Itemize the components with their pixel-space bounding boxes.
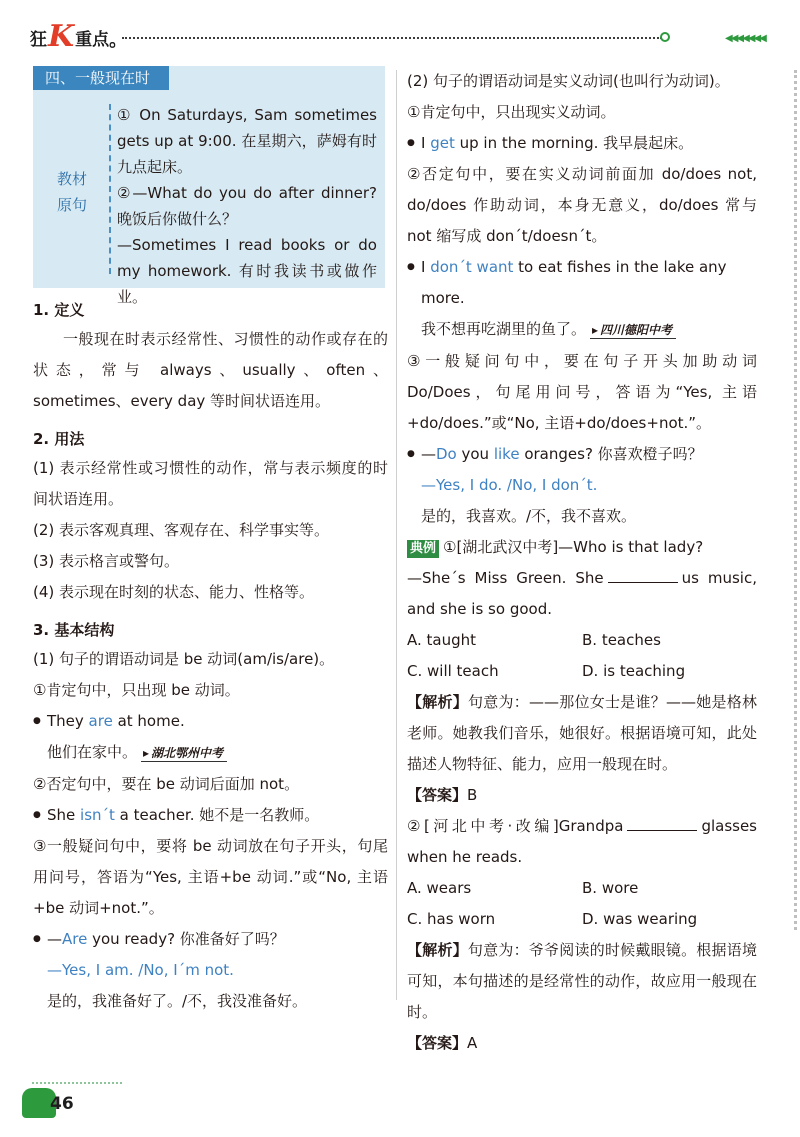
header-circle-icon [660, 32, 670, 42]
structure-text: ②否定句中，要在 be 动词后面加 not。 [33, 775, 300, 793]
example-translation: 是的，我喜欢。/不，我不喜欢。 [421, 507, 637, 525]
highlight-verb: Are [62, 930, 88, 948]
answer-label: 【答案】 [407, 786, 468, 804]
structure-text: ③一般疑问句中，要将 be 动词放在句子开头，句尾用问号，答语为“Yes, 主语+be 动词.”或“No, 主语+be 动词+not.”。 [33, 837, 388, 917]
question-1-line: —She´s Miss Green. She us music, and she is so good. [407, 569, 757, 618]
highlight-verb: like [493, 445, 520, 463]
header-dotted-rule [122, 37, 662, 39]
highlight-verb: are [88, 712, 113, 730]
usage-item: (4) 表示现在时刻的状态、能力、性格等。 [33, 583, 315, 601]
section-title: 四、一般现在时 [33, 66, 169, 90]
question-1-stem: 典例 ①[湖北武汉中考]—Who is that lady? [407, 532, 757, 563]
option: B. teaches [582, 631, 661, 649]
question-2-analysis: 【解析】句意为：爷爷阅读的时候戴眼镜。根据语境可知，本句描述的是经常性的动作，故应用一般现在时。 [407, 941, 757, 1021]
usage-item: (1) 表示经常性或习惯性的动作，常与表示频度的时间状语连用。 [33, 459, 388, 508]
example-sentence: ● I get up in the morning. 我早晨起床。 [407, 128, 757, 159]
question-source: ②[河北中考·改编] [407, 817, 559, 835]
highlight-verb: get [430, 134, 455, 152]
option: C. will teach [407, 662, 499, 680]
option: D. was wearing [582, 910, 698, 928]
exam-source: ▸ 湖北鄂州中考 [141, 746, 227, 762]
box-label [49, 166, 95, 218]
box-sentences [117, 102, 377, 310]
question-1-options [407, 656, 757, 687]
page-footer [14, 1082, 124, 1122]
box-sentence: ① On Saturdays, Sam sometimes gets up at 9:00. 在星期六，萨姆有时九点起床。 [117, 106, 377, 176]
definition-text: 一般现在时表示经常性、习惯性的动作或存在的状态，常与 always、usually、often、sometimes、every day 等时间状语连用。 [33, 330, 388, 410]
page-edge-marks [794, 70, 800, 930]
left-column [33, 66, 388, 1017]
box-sentence: ②—What do you do after dinner? 晚饭后你做什么？ [117, 184, 377, 228]
structure-heading: 3. 基本结构 [33, 621, 115, 639]
box-divider [109, 104, 111, 274]
page-number: 46 [50, 1094, 74, 1114]
brand-k: K [48, 19, 75, 54]
usage-heading: 2. 用法 [33, 430, 85, 448]
definition-heading: 1. 定义 [33, 301, 85, 319]
page-header [0, 0, 800, 62]
example-translation: 我不想再吃湖里的鱼了。▸ 四川德阳中考 [407, 314, 757, 346]
example-sentence: ● She isn´t a teacher. 她不是一名教师。 [33, 800, 388, 831]
example-sentence: ● —Are you ready? 你准备好了吗？ [33, 924, 388, 955]
highlight-verb: don´t want [430, 258, 514, 276]
example-sentence: ● I don´t want to eat fishes in the lake any more. [407, 252, 757, 314]
highlight-verb: Do [436, 445, 457, 463]
example-sentence: ● —Do you like oranges? 你喜欢橙子吗？ [407, 439, 757, 470]
textbook-sentence-box [33, 66, 385, 306]
answer-label: 【答案】 [407, 1034, 468, 1052]
structure-text: ①肯定句中，只出现实义动词。 [407, 103, 616, 121]
example-tag: 典例 [407, 540, 439, 558]
structure-text: (1) 句子的谓语动词是 be 动词(am/is/are)。 [33, 650, 335, 668]
brand-logo [30, 20, 127, 52]
example-translation: 他们在家中。▸ 湖北鄂州中考 [33, 737, 388, 769]
brand-text-right: 重点 [75, 30, 110, 50]
right-column [407, 66, 757, 1059]
question-2-options [407, 873, 757, 904]
option: A. wears [407, 879, 472, 897]
box-label-line-2: 原句 [56, 196, 87, 214]
header-arrows-icon: ◀◀◀◀◀◀◀ [725, 33, 765, 44]
structure-text: (2) 句子的谓语动词是实义动词(也叫行为动词)。 [407, 72, 730, 90]
box-sentence: —Sometimes I read books or do my homework. 有时我读书或做作业。 [117, 236, 377, 306]
structure-text: ③一般疑问句中，要在句子开头加助动词 Do/Does，句尾用问号，答语为“Yes, 主语+do/does.”或“No, 主语+do/does+not.”。 [407, 352, 757, 432]
option: A. taught [407, 631, 477, 649]
question-2-answer: 【答案】A [407, 1034, 478, 1052]
brand-dot: 。 [109, 30, 128, 51]
example-answer: —Yes, I do. /No, I don´t. [421, 476, 598, 494]
usage-item: (2) 表示客观真理、客观存在、科学事实等。 [33, 521, 330, 539]
footer-dotted-rule [32, 1082, 122, 1084]
example-answer: —Yes, I am. /No, I´m not. [47, 961, 234, 979]
question-source: ①[湖北武汉中考] [443, 538, 559, 556]
column-divider [396, 70, 397, 1000]
question-1-options [407, 625, 757, 656]
analysis-label: 【解析】 [407, 693, 468, 711]
example-sentence: ● They are at home. [33, 706, 388, 737]
usage-item: (3) 表示格言或警句。 [33, 552, 180, 570]
brand-text-left: 狂 [30, 30, 47, 50]
example-translation: 是的，我准备好了。/不，我没准备好。 [47, 992, 308, 1010]
structure-text: ①肯定句中，只出现 be 动词。 [33, 681, 240, 699]
exam-source: ▸ 四川德阳中考 [590, 323, 676, 339]
answer-blank [627, 817, 697, 831]
structure-text: ②否定句中，要在实义动词前面加 do/does not, do/does 作助动词，本身无意义，do/does 常与 not 缩写成 don´t/doesn´t。 [407, 165, 757, 245]
answer-blank [608, 569, 678, 583]
box-label-line-1: 教材 [56, 170, 87, 188]
highlight-verb: isn´t [80, 806, 115, 824]
question-2-stem: ②[河北中考·改编]Grandpa glasses when he reads. [407, 817, 757, 866]
question-1-answer: 【答案】B [407, 786, 478, 804]
analysis-label: 【解析】 [407, 941, 468, 959]
question-1-analysis: 【解析】句意为：——那位女士是谁？——她是格林老师。她教我们音乐，她很好。根据语境可知，此处描述人物特征、能力，应用一般现在时。 [407, 693, 757, 773]
option: B. wore [582, 879, 639, 897]
question-2-options [407, 904, 757, 935]
option: C. has worn [407, 910, 496, 928]
option: D. is teaching [582, 662, 686, 680]
